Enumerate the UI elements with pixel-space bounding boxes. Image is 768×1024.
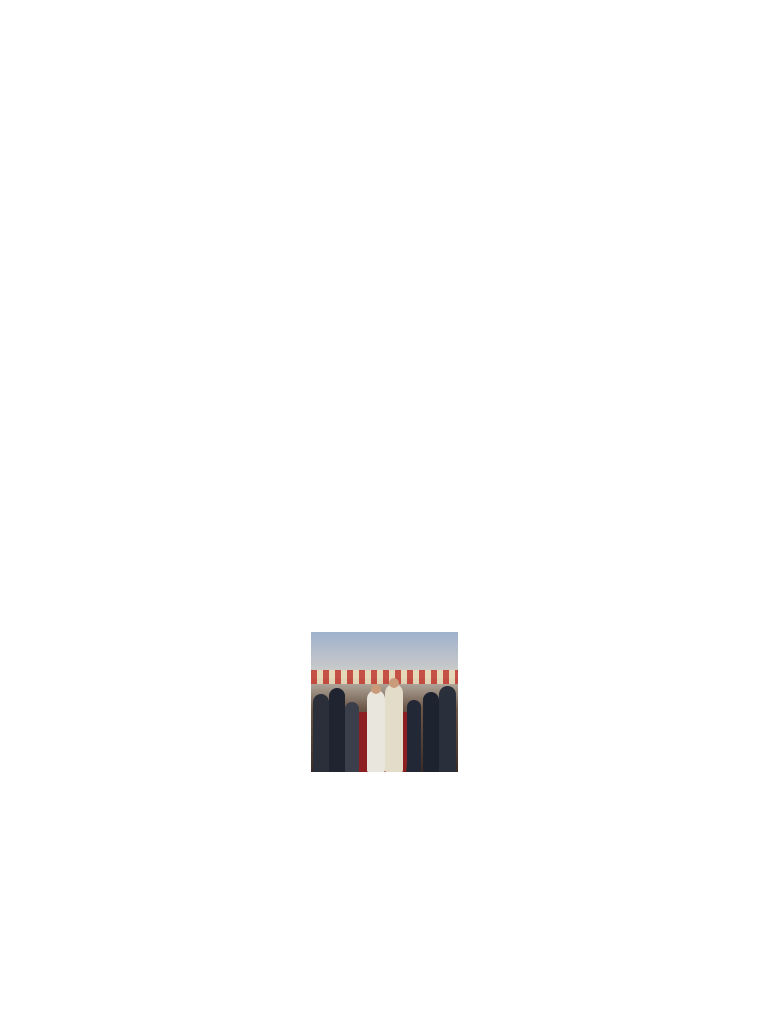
photo-modi-sharif-image[interactable] (311, 632, 458, 772)
article-body (43, 47, 725, 99)
figure-modi-sharif (311, 632, 459, 778)
